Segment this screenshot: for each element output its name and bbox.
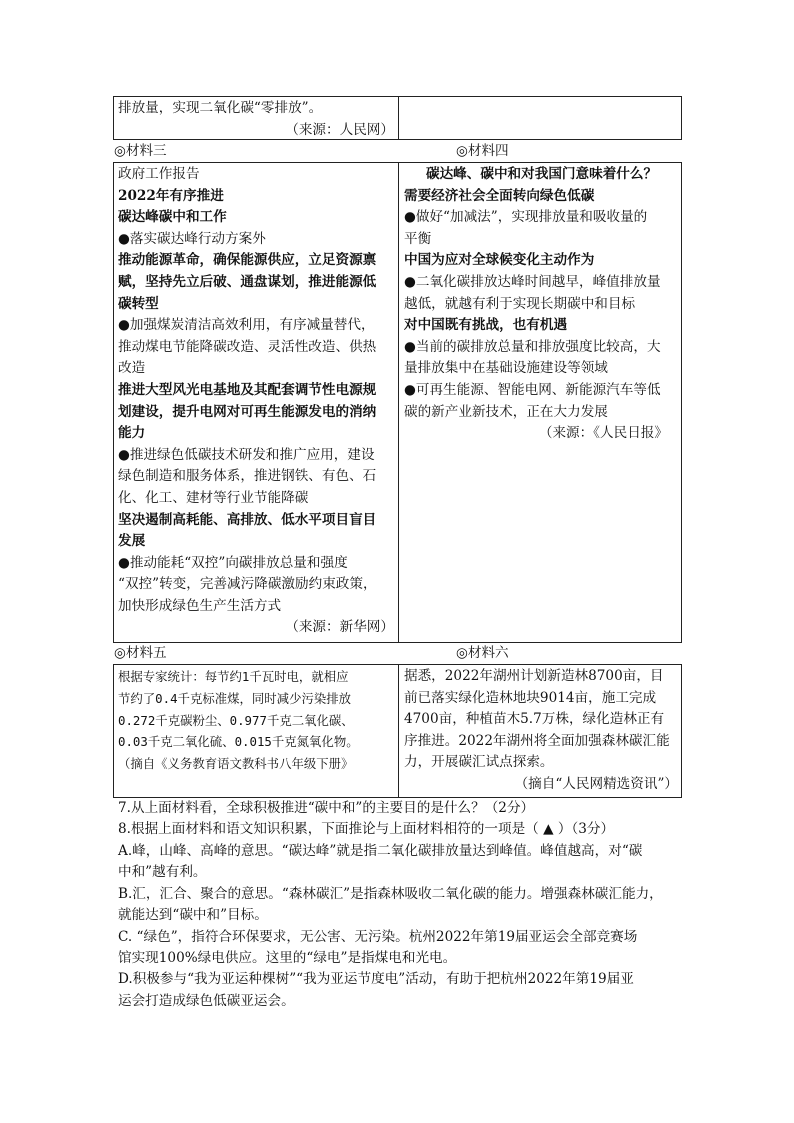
material5-label: ◎材料五: [114, 645, 167, 661]
top-table-left-cell: [114, 98, 398, 141]
material5-cell: [114, 666, 398, 775]
material6-line: 4700亩，种植苗木5.7万株，绿化造林正有: [404, 711, 665, 728]
question-8-option-line: 馆实现100%绿电供应。这里的“绿电”是指煤电和光电。: [118, 950, 457, 967]
material6-label: ◎材料六: [456, 645, 509, 661]
material3-line: 改造: [118, 360, 146, 377]
material5-line: 0.272千克碳粉尘、0.977千克二氧化碳、: [118, 712, 354, 728]
material6-cell: [400, 666, 682, 796]
question-8-option-line: 就能达到“碳中和”目标。: [118, 907, 268, 924]
material3-line: 赋，坚持先立后破、通盘谋划，推进能源低: [118, 273, 377, 290]
material4-body: [404, 164, 678, 423]
question-8-option-line: D.积极参与“我为亚运种棵树”“我为亚运节度电”活动，有助于把杭州2022年第19届亚: [118, 971, 634, 988]
material3-line: ●加强煤炭清洁高效利用，有序减量替代，: [118, 317, 375, 334]
material4-line: 平衡: [404, 230, 432, 247]
material4-label: ◎材料四: [456, 143, 509, 159]
top-table-source: （来源：人民网）: [285, 121, 394, 138]
material4-line: ●当前的碳排放总量和排放强度比较高，大: [404, 338, 661, 355]
material4-line: ●二氧化碳排放达峰时间越早，峰值排放量: [404, 273, 661, 290]
material3-line: 发展: [118, 533, 146, 550]
material6-line: 前已落实绿化造林地块9014亩，施工完成: [404, 689, 657, 706]
material6-body: [404, 666, 678, 774]
materials-5-6-divider: [398, 665, 399, 797]
material3-line: ●推动能耗“双控”向碳排放总量和强度: [118, 554, 348, 571]
material5-line: （摘自《义务教育语文教科书八年级下册》: [118, 756, 354, 772]
material5-body: [118, 666, 394, 775]
material3-line: ●推进绿色低碳技术研发和推广应用，建设: [118, 446, 375, 463]
material5-line: 根据专家统计：每节约1千瓦时电，就相应: [118, 669, 349, 684]
question-7: 7.从上面材料看，全球积极推进“碳中和”的主要目的是什么？（2分）: [118, 800, 535, 816]
question-8: 8.根据上面材料和语文知识积累，下面推论与上面材料相符的一项是（ ▲ ）（3分）: [118, 821, 615, 837]
material6-line: 力，开展碳汇试点探索。: [404, 754, 554, 771]
material3-line: 划建设，提升电网对可再生能源发电的消纳: [118, 403, 377, 420]
material3-line: 坚决遏制高耗能、高排放、低水平项目盲目: [118, 511, 377, 528]
material4-line: 需要经济社会全面转向绿色低碳: [404, 187, 595, 204]
question-8-options: [118, 841, 688, 1012]
material4-line: ●可再生能源、智能电网、新能源汽车等低: [404, 381, 661, 398]
material3-label: ◎材料三: [114, 143, 167, 159]
question-8-option-line: B.汇，汇合、聚合的意思。“森林碳汇”是指森林吸收二氧化碳的能力。增强森林碳汇能力，: [118, 885, 663, 902]
question-8-option-line: 中和”越有利。: [118, 864, 207, 881]
material4-source: （来源：《人民日报》: [538, 425, 668, 442]
material3-source: （来源：新华网）: [285, 619, 394, 636]
material6-source: （摘自“人民网精选资讯”）: [514, 775, 678, 792]
material5-line: 0.03千克二氧化硫、0.015千克氮氧化物。: [118, 734, 359, 750]
material3-line: 碳达峰碳中和工作: [118, 209, 227, 226]
material4-line: 碳的新产业新技术，正在大力发展: [404, 403, 608, 420]
material3-line: “双控”转变，完善减污降碳激励约束政策，: [118, 576, 377, 593]
material5-line: 节约了0.4千克标准煤，同时减少污染排放: [118, 690, 352, 706]
material3-line: ●落实碳达峰行动方案外: [118, 230, 266, 247]
material4-line: 碳达峰、碳中和对我国门意味着什么？: [426, 166, 658, 182]
material3-line: 推进大型风光电基地及其配套调节性电源规: [118, 381, 377, 398]
question-8-option-line: 运会打造成绿色低碳亚运会。: [118, 992, 295, 1009]
material4-line: ●做好“加减法”，实现排放量和吸收量的: [404, 209, 648, 226]
material3-line: 推动能源革命，确保能源供应，立足资源禀: [118, 252, 377, 269]
materials-3-4-divider: [398, 163, 399, 642]
material4-line: 越低，就越有利于实现长期碳中和目标: [404, 295, 636, 312]
material3-line: 化、化工、建材等行业节能降碳: [118, 489, 309, 506]
material4-line: 对中国既有挑战，也有机遇: [404, 317, 568, 334]
material3-line: 碳转型: [118, 295, 159, 312]
material3-line: 2022年有序推进: [118, 187, 224, 204]
material3-body: [118, 164, 394, 617]
materials-5-6-table: [113, 664, 682, 798]
material6-line: 序推进。2022年湖州将全面加强森林碳汇能: [404, 732, 670, 749]
material3-cell: [114, 164, 398, 639]
materials-3-4-table: [113, 162, 682, 643]
top-table-left-text: 排放量，实现二氧化碳“零排放”。: [118, 100, 323, 116]
question-8-option-line: A.峰，山峰、高峰的意思。“碳达峰”就是指二氧化碳排放量达到峰值。峰值越高，对“碳: [118, 843, 643, 859]
material3-line: 绿色制造和服务体系，推进钢铁、有色、石: [118, 468, 377, 485]
top-table: [113, 96, 682, 140]
material6-line: 据悉，2022年湖州计划新造林8700亩，目: [404, 668, 664, 684]
material3-line: 加快形成绿色生产生活方式: [118, 597, 282, 614]
material4-line: 中国为应对全球候变化主动作为: [404, 252, 595, 269]
top-table-divider: [398, 97, 399, 139]
material4-line: 量排放集中在基础设施建设等领域: [404, 360, 608, 377]
material3-line: 推动煤电节能降碳改造、灵活性改造、供热: [118, 338, 377, 355]
material4-cell: [400, 164, 682, 445]
material3-line: 政府工作报告: [118, 166, 200, 182]
question-8-option-line: C. “绿色”，指符合环保要求，无公害、无污染。杭州2022年第19届亚运会全部竞赛场: [118, 928, 638, 945]
material3-line: 能力: [118, 425, 146, 442]
